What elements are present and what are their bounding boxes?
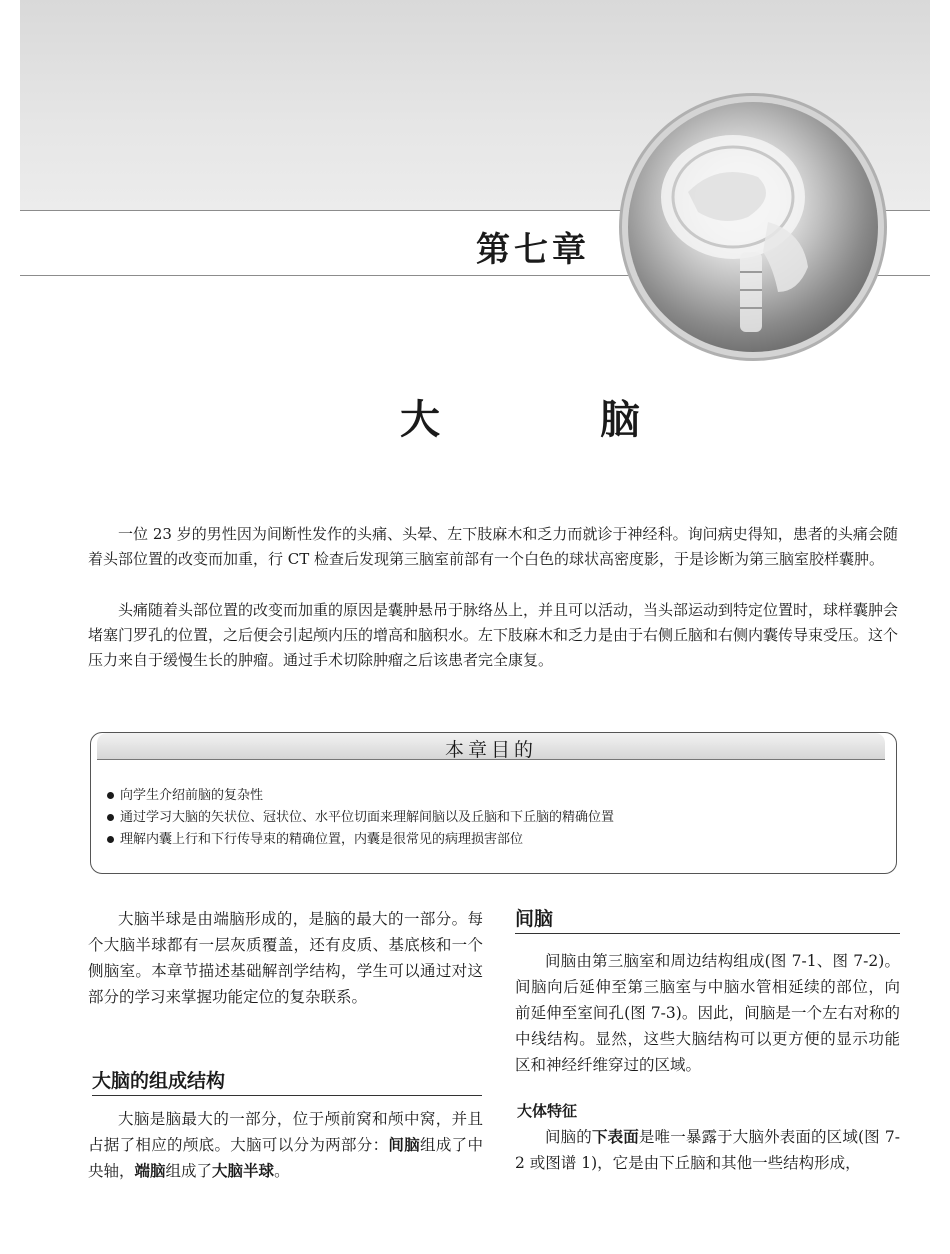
right-paragraph-2: 间脑的下表面是唯一暴露于大脑外表面的区域(图 7-2 或图谱 1)，它是由下丘脑和其他一些结构形成， xyxy=(515,1127,900,1172)
section-heading-diencephalon: 间脑 xyxy=(515,904,900,934)
bullet-icon xyxy=(107,836,114,843)
case-paragraph-1: 一位 23 岁的男性因为间断性发作的头痛、头晕、左下肢麻木和乏力而就诊于神经科。询问病史得知，患者的头痛会随着头部位置的改变而加重，行 CT 检查后发现第三脑室前部有一个白色的球状高密度影，于是诊断为第三脑室胶样囊肿。 xyxy=(88,525,898,568)
chapter-number: 第七章 xyxy=(476,230,590,270)
chapter-objectives-box xyxy=(90,732,897,874)
objective-item: 通过学习大脑的矢状位、冠状位、水平位切面来理解间脑以及丘脑和下丘脑的精确位置 xyxy=(107,807,614,829)
left-paragraph-2: 大脑是脑最大的一部分，位于颅前窝和颅中窝，并且占据了相应的颅底。大脑可以分为两部分：间脑组成了中央轴，端脑组成了大脑半球。 xyxy=(88,1110,483,1180)
objectives-list xyxy=(107,785,614,851)
skull-xray-graphic xyxy=(628,102,878,352)
bullet-icon xyxy=(107,814,114,821)
objective-item: 向学生介绍前脑的复杂性 xyxy=(107,785,614,807)
left-paragraph-1: 大脑半球是由端脑形成的，是脑的最大的一部分。每个大脑半球都有一层灰质覆盖，还有皮质、基底核和一个侧脑室。本章节描述基础解剖学结构，学生可以通过对这部分的学习来掌握功能定位的复杂联系。 xyxy=(88,910,483,1006)
subheading-gross-features: 大体特征 xyxy=(517,1102,578,1120)
section-heading-cerebrum-structure: 大脑的组成结构 xyxy=(92,1066,482,1096)
case-paragraph-2: 头痛随着头部位置的改变而加重的原因是囊肿悬吊于脉络丛上，并且可以活动，当头部运动到特定位置时，球样囊肿会堵塞门罗孔的位置，之后便会引起颅内压的增高和脑积水。左下肢麻木和乏力是由于右侧丘脑和右侧内囊传导束受压。这个压力来自于缓慢生长的肿瘤。通过手术切除肿瘤之后该患者完全康复。 xyxy=(88,601,899,669)
bullet-icon xyxy=(107,792,114,799)
objectives-header xyxy=(97,733,885,760)
skull-xray-image xyxy=(628,102,878,352)
objective-item: 理解内囊上行和下行传导束的精确位置，内囊是很常见的病理损害部位 xyxy=(107,829,614,851)
chapter-title: 大 脑 xyxy=(400,397,700,443)
right-paragraph-1: 间脑由第三脑室和周边结构组成(图 7-1、图 7-2)。间脑向后延伸至第三脑室与中脑水管相延续的部位，向前延伸至室间孔(图 7-3)。因此，间脑是一个左右对称的中线结构。显然，这些大脑结构可以更方便的显示功能区和神经纤维穿过的区域。 xyxy=(515,952,900,1074)
objectives-title: 本章目的 xyxy=(444,739,537,761)
